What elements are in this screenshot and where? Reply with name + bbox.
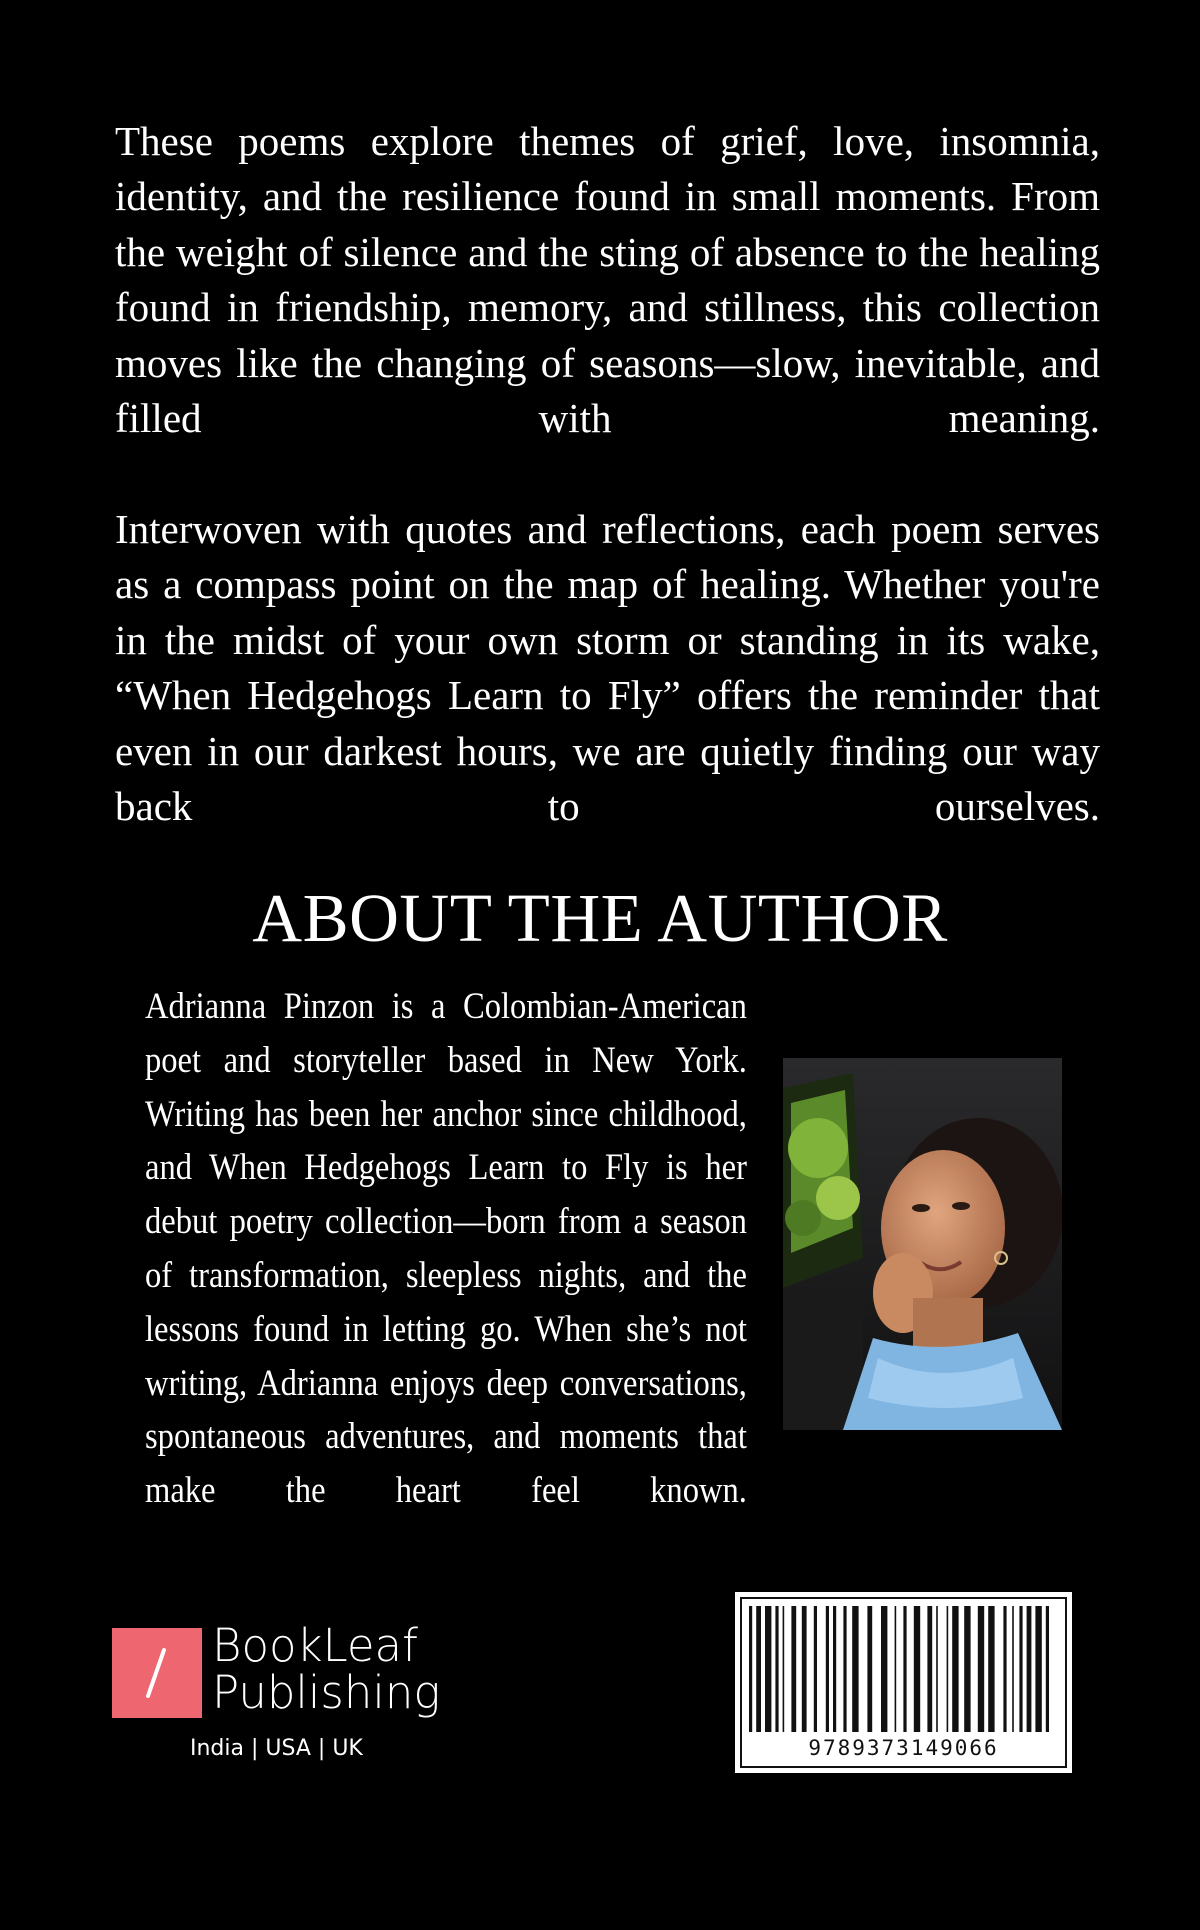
slash-icon [112, 1628, 202, 1718]
barcode-bar [775, 1606, 778, 1732]
barcode-bar [852, 1606, 858, 1732]
isbn-barcode [735, 1592, 1072, 1773]
barcode-bar [867, 1606, 872, 1732]
barcode-bar [791, 1606, 796, 1732]
barcode-bar [833, 1606, 836, 1732]
barcode-bar [1012, 1606, 1014, 1732]
publisher-name-line-2: Publishing [212, 1666, 441, 1719]
barcode-bar [749, 1606, 752, 1732]
barcode-bar [988, 1606, 994, 1732]
barcode-bar [952, 1606, 958, 1732]
barcode-bar [802, 1606, 807, 1732]
barcode-bar [964, 1606, 970, 1732]
barcode-bar [783, 1606, 785, 1732]
barcode-bar [1019, 1606, 1022, 1732]
barcode-bar [1035, 1606, 1041, 1732]
barcode-bar [936, 1606, 938, 1732]
barcode-bar [927, 1606, 932, 1732]
author-photo [783, 1058, 1062, 1430]
publisher-logo [112, 1619, 452, 1768]
barcode-bar [895, 1606, 897, 1732]
barcode-bar [1027, 1606, 1032, 1732]
barcode-bar [914, 1606, 920, 1732]
barcode-bar [765, 1606, 771, 1732]
blurb-paragraph-1: These poems explore themes of grief, love, insomnia, identity, and the resilience found in small moments. From the weight of silence and the sting of absence to the healing found in friendship, memory, and stillness, this collection moves like the changing of seasons—slow, inevitable, and filled with meaning. [115, 118, 1100, 442]
barcode-bar [1003, 1606, 1006, 1732]
barcode-bar [947, 1606, 949, 1732]
about-author-heading: ABOUT THE AUTHOR [252, 880, 948, 956]
blurb-paragraph-2: Interwoven with quotes and reflections, each poem serves as a compass point on the map of healing. Whether you're in the midst of your own storm or standing in its wake, “When Hedgehogs Learn to Fly” offers the reminder that even in our darkest hours, we are quietly finding our way back to ourselves. [115, 506, 1100, 830]
barcode-bar [881, 1606, 887, 1732]
publisher-name-line-1: BookLeaf [212, 1619, 418, 1672]
barcode-bar [903, 1606, 906, 1732]
barcode-bar [843, 1606, 846, 1732]
barcode-bar [814, 1606, 817, 1732]
barcode-bar [978, 1606, 984, 1732]
barcode-bar [1046, 1606, 1049, 1732]
barcode-bar [826, 1606, 829, 1732]
barcode-bar [756, 1606, 761, 1732]
publisher-regions: India | USA | UK [190, 1736, 363, 1761]
isbn-number: 9789373149066 [808, 1736, 999, 1760]
author-bio: Adrianna Pinzon is a Colombian-American poet and storyteller based in New York. Writing has been her anchor since childhood, and When Hedgehogs Learn to Fly is her debut poetry collection—born from a season of transformation, sleepless nights, and the lessons found in letting go. When she’s not writing, Adrianna enjoys deep conversations, spontaneous adventures, and moments that make the heart feel known. [145, 986, 747, 1512]
